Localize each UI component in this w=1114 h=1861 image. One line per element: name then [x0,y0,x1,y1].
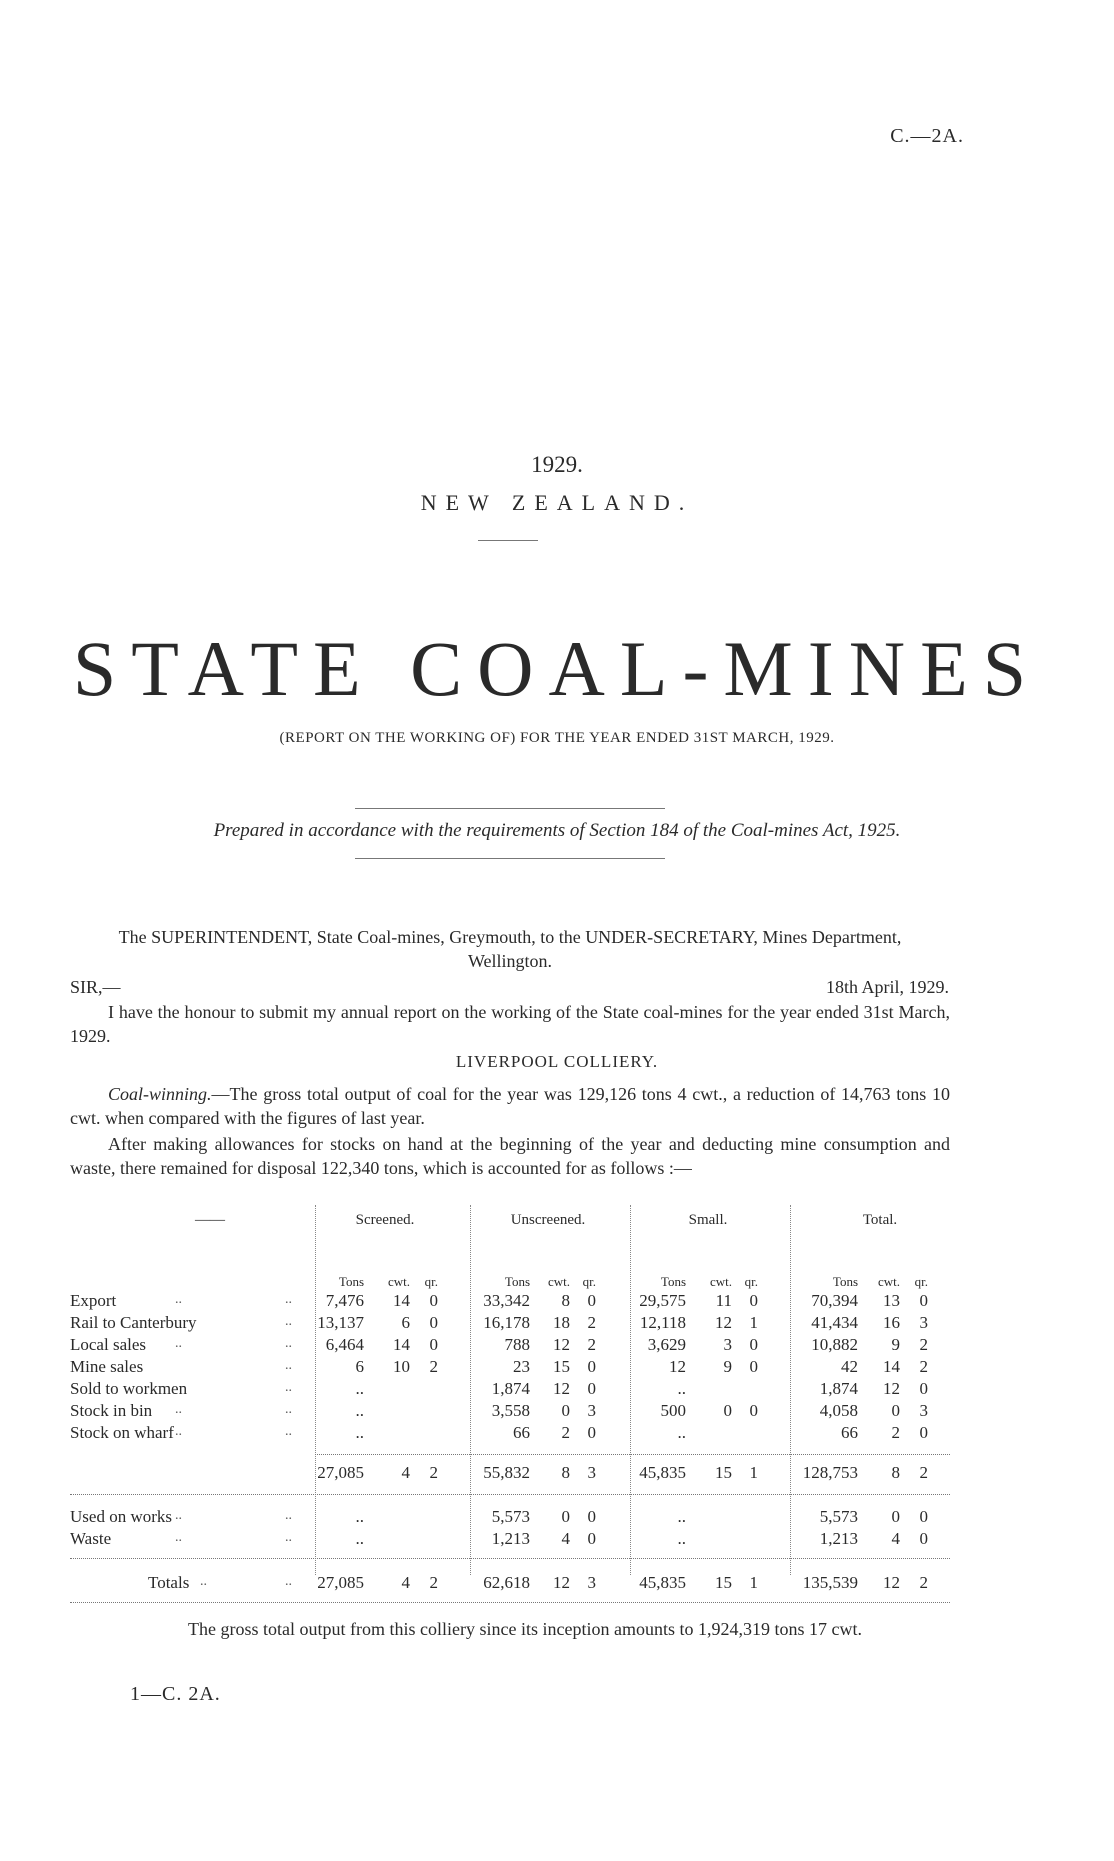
cell-tons: 1,213 [819,1529,858,1548]
cell-qr: 0 [749,1401,758,1420]
cell-qr: 0 [587,1507,596,1526]
divider [355,808,665,809]
leader-dots: .. [175,1402,182,1417]
cell-cwt: 12 [883,1379,900,1398]
cell-cwt: 0 [561,1401,570,1420]
cell-cwt: 4 [401,1573,410,1592]
leader-dots: .. [285,1336,292,1351]
leader-dots: .. [285,1402,292,1417]
cell-tons: 135,539 [802,1573,858,1592]
cell-cwt: 12 [883,1573,900,1592]
cell-qr: 0 [587,1529,596,1548]
cell-tons: 27,085 [317,1573,364,1592]
column-header: Small. [688,1212,728,1228]
cell-tons: 5,573 [491,1507,530,1526]
cell-cwt: 12 [553,1573,570,1592]
cell-cwt: 2 [891,1423,900,1442]
cell-tons: 66 [513,1423,530,1442]
cell-tons: 62,618 [483,1573,530,1592]
column-header: Total. [862,1212,898,1228]
leader-dots: .. [175,1292,182,1307]
unit-cwt: cwt. [877,1274,900,1289]
cell-tons: .. [355,1423,364,1442]
cell-qr: 0 [429,1313,438,1332]
cell-qr: 0 [749,1291,758,1310]
cell-tons: 29,575 [639,1291,686,1310]
cell-qr: 1 [749,1313,758,1332]
cell-cwt: 13 [883,1291,900,1310]
table-stub: —— [195,1212,225,1228]
cell-qr: 1 [749,1573,758,1592]
cell-qr: 2 [919,1463,928,1482]
page-footer: 1—C. 2A. [130,1683,221,1705]
cell-qr: 0 [749,1335,758,1354]
column-header: Screened. [355,1212,415,1228]
page-title: STATE COAL-MINES [72,625,1042,712]
cell-cwt: 2 [561,1423,570,1442]
page-subtitle: (REPORT ON THE WORKING OF) FOR THE YEAR ENDED 31ST MARCH, 1929. [279,730,835,746]
table-row-label: Stock in bin [70,1401,153,1420]
unit-cwt: cwt. [387,1274,410,1289]
cell-tons: 45,835 [639,1463,686,1482]
paragraph-intro: I have the honour to submit my annual report on the working of the State coal-mines for the year ended 31st March, 1929. [70,1002,950,1046]
cell-qr: 2 [919,1573,928,1592]
cell-qr: 0 [429,1291,438,1310]
cell-cwt: 4 [401,1463,410,1482]
cell-qr: 0 [919,1529,928,1548]
cell-cwt: 12 [553,1335,570,1354]
cell-cwt: 4 [561,1529,570,1548]
column-header: Unscreened. [510,1212,586,1228]
cell-tons: .. [677,1423,686,1442]
cell-tons: 788 [504,1335,530,1354]
cell-cwt: 15 [715,1573,732,1592]
document-reference: C.—2A. [890,125,964,147]
cell-tons: 6 [355,1357,364,1376]
cell-tons: 1,213 [491,1529,530,1548]
cell-cwt: 0 [891,1507,900,1526]
leader-dots: .. [175,1508,182,1523]
paragraph-lead: Coal-winning. [108,1084,212,1104]
leader-dots: .. [285,1314,292,1329]
cell-tons: 6,464 [325,1335,364,1354]
cell-tons: 13,137 [317,1313,364,1332]
leader-dots: .. [175,1336,182,1351]
leader-dots: .. [175,1424,182,1439]
year-heading: 1929. [531,452,583,477]
cell-tons: 500 [660,1401,686,1420]
letter-address [70,925,950,973]
unit-tons: Tons [660,1274,686,1289]
cell-tons: 12,118 [639,1313,686,1332]
leader-dots: .. [285,1530,292,1545]
leader-dots: .. [285,1574,292,1589]
cell-qr: 2 [919,1335,928,1354]
unit-qr: qr. [424,1274,438,1289]
cell-tons: 10,882 [811,1335,858,1354]
cell-qr: 0 [587,1357,596,1376]
cell-qr: 0 [587,1291,596,1310]
letter-date: 18th April, 1929. [825,977,949,997]
cell-cwt: 15 [553,1357,570,1376]
unit-tons: Tons [832,1274,858,1289]
unit-qr: qr. [744,1274,758,1289]
cell-tons: 4,058 [819,1401,858,1420]
cell-tons: .. [677,1507,686,1526]
paragraph-body: —The gross total output of coal for the year was 129,126 tons 4 cwt., a reduction of 14,763 tons 10 cwt. when compared with the figures of last year. [70,1084,950,1128]
cell-tons: .. [355,1529,364,1548]
cell-tons: 12 [669,1357,686,1376]
cell-cwt: 9 [723,1357,732,1376]
cell-cwt: 8 [561,1291,570,1310]
cell-cwt: 0 [561,1507,570,1526]
cell-tons: 23 [513,1357,530,1376]
unit-cwt: cwt. [547,1274,570,1289]
table-row-label: Local sales [70,1335,146,1354]
cell-qr: 0 [919,1423,928,1442]
subtotal-rule [315,1454,950,1455]
cell-tons: 1,874 [491,1379,530,1398]
cell-qr: 0 [587,1423,596,1442]
leader-dots: .. [285,1380,292,1395]
cell-tons: 3,558 [491,1401,530,1420]
cell-tons: 128,753 [802,1463,858,1482]
cell-cwt: 6 [401,1313,410,1332]
cell-tons: .. [355,1401,364,1420]
cell-qr: 0 [587,1379,596,1398]
cell-qr: 0 [919,1291,928,1310]
prepared-note: Prepared in accordance with the requirements of Section 184 of the Coal-mines Act, 1925. [213,820,901,841]
totals-rule [70,1558,950,1559]
cell-tons: 42 [841,1357,858,1376]
cell-tons: 41,434 [811,1313,858,1332]
cell-qr: 3 [919,1313,928,1332]
unit-tons: Tons [504,1274,530,1289]
leader-dots: .. [200,1574,207,1589]
cell-tons: .. [355,1379,364,1398]
table-bottom-rule [70,1602,950,1603]
cell-cwt: 12 [553,1379,570,1398]
cell-qr: 0 [429,1335,438,1354]
cell-qr: 3 [587,1573,596,1592]
table-row-label: Export [70,1291,117,1310]
table-row-label: Stock on wharf [70,1423,174,1442]
leader-dots: .. [285,1358,292,1373]
leader-dots: .. [285,1292,292,1307]
table-row-label: Waste [70,1529,112,1548]
divider [478,540,538,541]
leader-dots: .. [285,1508,292,1523]
cell-tons: 55,832 [483,1463,530,1482]
address-line-1: The SUPERINTENDENT, State Coal-mines, Greymouth, to the UNDER-SECRETARY, Mines Department, [118,927,902,947]
cell-cwt: 16 [883,1313,900,1332]
cell-cwt: 15 [715,1463,732,1482]
cell-qr: 2 [587,1313,596,1332]
totals-label: Totals [148,1573,190,1592]
cell-cwt: 14 [393,1335,410,1354]
cell-cwt: 8 [891,1463,900,1482]
cell-qr: 2 [429,1463,438,1482]
cell-qr: 3 [587,1401,596,1420]
cell-cwt: 3 [723,1335,732,1354]
cell-cwt: 9 [891,1335,900,1354]
cell-tons: 5,573 [819,1507,858,1526]
section-heading: LIVERPOOL COLLIERY. [455,1052,659,1071]
divider [355,858,665,859]
paragraph-coal-winning [70,1082,950,1130]
paragraph-disposal: After making allowances for stocks on hand at the beginning of the year and deducting mine consumption and waste, there remained for disposal 122,340 tons, which is accounted for as follows :— [70,1134,950,1178]
cell-qr: 2 [429,1573,438,1592]
cell-cwt: 0 [723,1401,732,1420]
address-line-2: Wellington. [467,951,553,971]
cell-cwt: 14 [393,1291,410,1310]
cell-qr: 3 [587,1463,596,1482]
country-heading: NEW ZEALAND. [420,490,694,515]
cell-qr: 1 [749,1463,758,1482]
unit-tons: Tons [338,1274,364,1289]
closing-statement: The gross total output from this colliery since its inception amounts to 1,924,319 tons 17 cwt. [188,1619,862,1639]
unit-qr: qr. [914,1274,928,1289]
row-rule [70,1494,950,1495]
cell-tons: 7,476 [325,1291,364,1310]
cell-tons: 16,178 [483,1313,530,1332]
table-row-label: Sold to workmen [70,1379,188,1398]
leader-dots: .. [175,1530,182,1545]
table-row-label: Mine sales [70,1357,144,1376]
cell-qr: 0 [749,1357,758,1376]
cell-cwt: 11 [715,1291,732,1310]
unit-cwt: cwt. [709,1274,732,1289]
cell-qr: 0 [919,1379,928,1398]
leader-dots: .. [285,1424,292,1439]
unit-qr: qr. [582,1274,596,1289]
cell-cwt: 0 [891,1401,900,1420]
table-row-label: Used on works [70,1507,172,1526]
cell-qr: 0 [919,1507,928,1526]
cell-cwt: 8 [561,1463,570,1482]
cell-tons: 27,085 [317,1463,364,1482]
salutation: SIR,— [70,977,121,997]
cell-tons: .. [355,1507,364,1526]
cell-cwt: 10 [393,1357,410,1376]
cell-tons: 33,342 [483,1291,530,1310]
cell-tons: 70,394 [811,1291,858,1310]
cell-tons: .. [677,1379,686,1398]
cell-tons: .. [677,1529,686,1548]
cell-tons: 3,629 [647,1335,686,1354]
cell-cwt: 14 [883,1357,900,1376]
cell-qr: 2 [429,1357,438,1376]
cell-cwt: 18 [553,1313,570,1332]
cell-tons: 66 [841,1423,858,1442]
cell-qr: 2 [919,1357,928,1376]
cell-qr: 3 [919,1401,928,1420]
table-row-label: Rail to Canterbury [70,1313,197,1332]
cell-tons: 1,874 [819,1379,858,1398]
cell-tons: 45,835 [639,1573,686,1592]
cell-cwt: 12 [715,1313,732,1332]
cell-qr: 2 [587,1335,596,1354]
cell-cwt: 4 [891,1529,900,1548]
